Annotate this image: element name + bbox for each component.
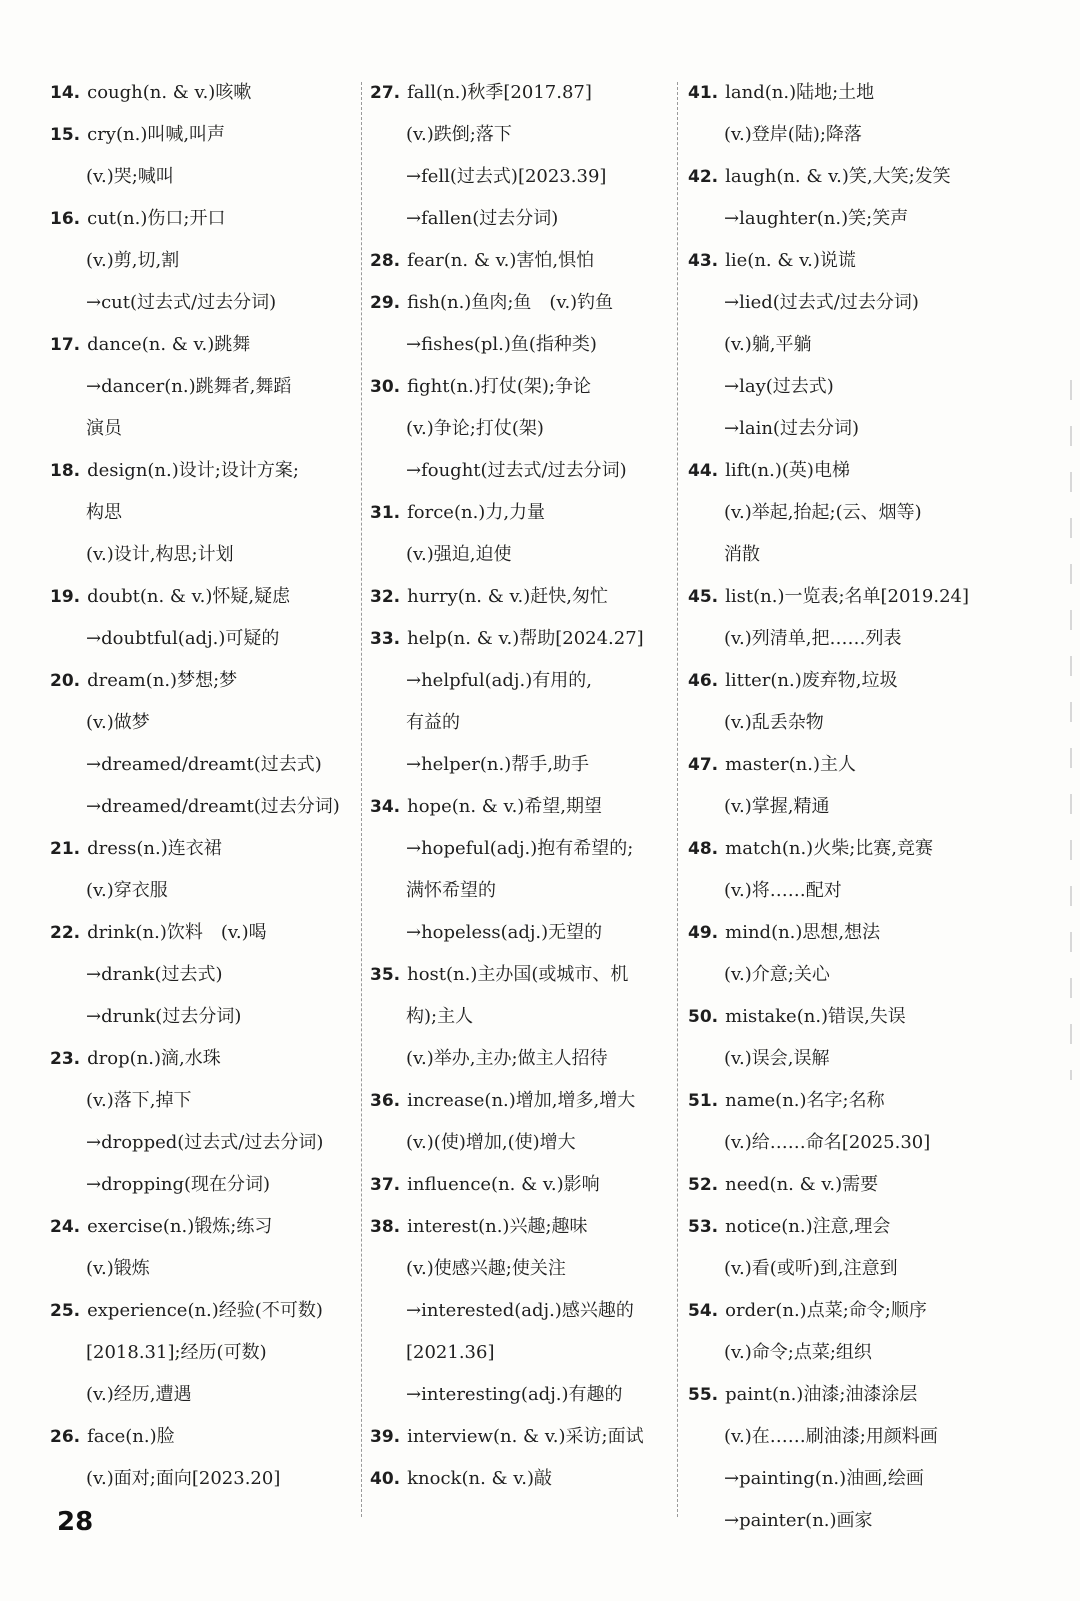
- vocab-entry-continuation: [50, 1080, 360, 1122]
- vocab-entry: [370, 240, 675, 282]
- entry-text: →laughter(n.)笑;笑声: [724, 208, 909, 229]
- entry-text: fight(n.)打仗(架);争论: [407, 376, 591, 397]
- vocab-entry-continuation: [50, 1374, 360, 1416]
- entry-text: (v.)乱丢杂物: [724, 712, 824, 733]
- entry-text: →hopeful(adj.)抱有希望的;: [406, 838, 634, 859]
- entry-text: (v.)经历,遭遇: [86, 1384, 192, 1405]
- entry-number: 16.: [50, 209, 81, 229]
- entry-text: →dreamed/dreamt(过去分词): [86, 796, 340, 817]
- vocab-entry-continuation: [50, 618, 360, 660]
- entry-text: increase(n.)增加,增多,增大: [407, 1090, 636, 1111]
- entry-text: dream(n.)梦想;梦: [87, 670, 238, 691]
- entry-text: (v.)跌倒;落下: [406, 124, 512, 145]
- entry-text: (v.)在……刷油漆;用颜料画: [724, 1426, 938, 1447]
- entry-text: (v.)哭;喊叫: [86, 166, 174, 187]
- vocab-entry-continuation: [370, 408, 675, 450]
- entry-text: host(n.)主办国(或城市、机: [407, 964, 629, 985]
- entry-text: paint(n.)油漆;油漆涂层: [725, 1384, 918, 1405]
- entry-text: (v.)躺,平躺: [724, 334, 812, 355]
- entry-text: master(n.)主人: [725, 754, 857, 775]
- entry-text: →cut(过去式/过去分词): [86, 292, 277, 313]
- entry-text: →drank(过去式): [86, 964, 223, 985]
- vocab-entry-continuation: [688, 1038, 1008, 1080]
- entry-text: (v.)面对;面向[2023.20]: [86, 1468, 281, 1489]
- vocab-entry-continuation: [370, 1290, 675, 1332]
- vocab-entry: [50, 828, 360, 870]
- entry-number: 52.: [688, 1175, 719, 1195]
- vocab-entry: [688, 744, 1008, 786]
- vocab-entry: [370, 282, 675, 324]
- vocab-entry: [688, 1164, 1008, 1206]
- vocab-entry-continuation: [688, 1458, 1008, 1500]
- entry-number: 55.: [688, 1385, 719, 1405]
- entry-text: 构思: [86, 502, 122, 523]
- vocab-entry: [370, 366, 675, 408]
- vocab-entry: [370, 72, 675, 114]
- entry-number: 29.: [370, 293, 401, 313]
- entry-number: 25.: [50, 1301, 81, 1321]
- entry-number: 35.: [370, 965, 401, 985]
- entry-number: 28.: [370, 251, 401, 271]
- entry-number: 22.: [50, 923, 81, 943]
- entry-text: need(n. & v.)需要: [725, 1174, 879, 1195]
- entry-number: 19.: [50, 587, 81, 607]
- entry-text: (v.)使感兴趣;使关注: [406, 1258, 566, 1279]
- entry-text: 演员: [86, 418, 122, 439]
- entry-number: 32.: [370, 587, 401, 607]
- vocab-entry: [688, 1374, 1008, 1416]
- entry-number: 27.: [370, 83, 401, 103]
- entry-number: 21.: [50, 839, 81, 859]
- entry-number: 44.: [688, 461, 719, 481]
- entry-text: cry(n.)叫喊,叫声: [87, 124, 226, 145]
- vocab-entry: [688, 240, 1008, 282]
- vocab-entry-continuation: [688, 1122, 1008, 1164]
- entry-text: fear(n. & v.)害怕,惧怕: [407, 250, 595, 271]
- entry-number: 36.: [370, 1091, 401, 1111]
- vocab-entry-continuation: [688, 282, 1008, 324]
- vocab-entry: [688, 828, 1008, 870]
- vocab-entry-continuation: [50, 1458, 360, 1500]
- entry-number: 14.: [50, 83, 81, 103]
- entry-text: 构);主人: [406, 1006, 474, 1027]
- vocab-entry: [50, 912, 360, 954]
- vocab-entry-continuation: [688, 1416, 1008, 1458]
- entry-text: 有益的: [406, 712, 460, 733]
- entry-text: →doubtful(adj.)可疑的: [86, 628, 280, 649]
- vocab-entry-continuation: [688, 786, 1008, 828]
- entry-number: 45.: [688, 587, 719, 607]
- vocab-entry-continuation: [50, 492, 360, 534]
- vocab-entry: [370, 1206, 675, 1248]
- entry-text: fall(n.)秋季[2017.87]: [407, 82, 592, 103]
- entry-text: (v.)将……配对: [724, 880, 842, 901]
- entry-text: (v.)锻炼: [86, 1258, 150, 1279]
- entry-text: hope(n. & v.)希望,期望: [407, 796, 603, 817]
- vocab-entry-continuation: [370, 324, 675, 366]
- vocab-entry: [370, 492, 675, 534]
- vocab-entry: [688, 1290, 1008, 1332]
- entry-text: (v.)落下,掉下: [86, 1090, 192, 1111]
- entry-number: 34.: [370, 797, 401, 817]
- entry-text: →dropped(过去式/过去分词): [86, 1132, 324, 1153]
- vocab-entry-continuation: [688, 198, 1008, 240]
- entry-number: 31.: [370, 503, 401, 523]
- vocab-entry: [50, 114, 360, 156]
- vocab-entry-continuation: [688, 408, 1008, 450]
- entry-text: →lay(过去式): [724, 376, 834, 397]
- entry-text: help(n. & v.)帮助[2024.27]: [407, 628, 644, 649]
- vocab-entry-continuation: [688, 954, 1008, 996]
- entry-text: cut(n.)伤口;开口: [87, 208, 226, 229]
- entry-number: 50.: [688, 1007, 719, 1027]
- entry-text: →lied(过去式/过去分词): [724, 292, 919, 313]
- entry-text: →fishes(pl.)鱼(指种类): [406, 334, 597, 355]
- entry-number: 15.: [50, 125, 81, 145]
- vocab-entry-continuation: [50, 1248, 360, 1290]
- vocab-entry-continuation: [688, 324, 1008, 366]
- vocab-entry-continuation: [370, 702, 675, 744]
- vocab-entry-continuation: [688, 618, 1008, 660]
- vocab-entry-continuation: [688, 870, 1008, 912]
- entry-text: land(n.)陆地;土地: [725, 82, 875, 103]
- entry-text: name(n.)名字;名称: [725, 1090, 885, 1111]
- entry-number: 33.: [370, 629, 401, 649]
- entry-text: (v.)看(或听)到,注意到: [724, 1258, 898, 1279]
- entry-text: drop(n.)滴,水珠: [87, 1048, 221, 1069]
- vocab-entry: [688, 576, 1008, 618]
- entry-text: →lain(过去分词): [724, 418, 859, 439]
- vocab-entry: [688, 1206, 1008, 1248]
- vocab-entry-continuation: [370, 744, 675, 786]
- entry-text: doubt(n. & v.)怀疑,疑虑: [87, 586, 291, 607]
- entry-text: mind(n.)思想,想法: [725, 922, 881, 943]
- entry-number: 18.: [50, 461, 81, 481]
- entry-number: 46.: [688, 671, 719, 691]
- entry-text: →drunk(过去分词): [86, 1006, 242, 1027]
- vocab-entry-continuation: [370, 156, 675, 198]
- entry-number: 47.: [688, 755, 719, 775]
- vocab-entry-continuation: [370, 1248, 675, 1290]
- entry-text: experience(n.)经验(不可数): [87, 1300, 323, 1321]
- vocab-entry-continuation: [370, 828, 675, 870]
- vocab-entry: [370, 1416, 675, 1458]
- vocab-entry: [688, 1080, 1008, 1122]
- vocab-entry: [50, 72, 360, 114]
- vocab-entry-continuation: [50, 786, 360, 828]
- vocab-entry-continuation: [50, 744, 360, 786]
- vocab-entry: [688, 912, 1008, 954]
- entry-text: dance(n. & v.)跳舞: [87, 334, 251, 355]
- entry-number: 42.: [688, 167, 719, 187]
- entry-number: 43.: [688, 251, 719, 271]
- entry-number: 26.: [50, 1427, 81, 1447]
- entry-text: mistake(n.)错误,失误: [725, 1006, 906, 1027]
- entry-text: (v.)穿衣服: [86, 880, 168, 901]
- entry-text: (v.)剪,切,割: [86, 250, 180, 271]
- vocab-entry-continuation: [688, 1332, 1008, 1374]
- entry-text: interest(n.)兴趣;趣味: [407, 1216, 588, 1237]
- vocab-entry-continuation: [688, 1500, 1008, 1542]
- entry-text: dress(n.)连衣裙: [87, 838, 222, 859]
- vocab-entry: [50, 198, 360, 240]
- vocab-entry-continuation: [688, 366, 1008, 408]
- vocab-entry-continuation: [50, 954, 360, 996]
- vocab-entry: [688, 72, 1008, 114]
- page-number: 28: [57, 1507, 94, 1537]
- vocab-entry: [688, 996, 1008, 1038]
- entry-text: (v.)掌握,精通: [724, 796, 830, 817]
- vocab-entry-continuation: [50, 408, 360, 450]
- entry-text: match(n.)火柴;比赛,竞赛: [725, 838, 933, 859]
- entry-number: 49.: [688, 923, 719, 943]
- vocab-entry-continuation: [50, 1122, 360, 1164]
- entry-text: (v.)设计,构思;计划: [86, 544, 234, 565]
- vocab-entry-continuation: [370, 870, 675, 912]
- entry-text: (v.)争论;打仗(架): [406, 418, 544, 439]
- entry-number: 17.: [50, 335, 81, 355]
- entry-text: litter(n.)废弃物,垃圾: [725, 670, 898, 691]
- vocab-entry: [370, 618, 675, 660]
- vocab-entry-continuation: [50, 156, 360, 198]
- entry-number: 38.: [370, 1217, 401, 1237]
- entry-text: (v.)举办,主办;做主人招待: [406, 1048, 608, 1069]
- vocab-entry: [688, 660, 1008, 702]
- vocab-entry-continuation: [50, 282, 360, 324]
- entry-text: knock(n. & v.)敲: [407, 1468, 553, 1489]
- entry-text: fish(n.)鱼肉;鱼 (v.)钓鱼: [407, 292, 614, 313]
- entry-text: laugh(n. & v.)笑,大笑;发笑: [725, 166, 951, 187]
- entry-number: 40.: [370, 1469, 401, 1489]
- entry-number: 51.: [688, 1091, 719, 1111]
- vocab-entry-continuation: [50, 870, 360, 912]
- entry-text: 满怀希望的: [406, 880, 496, 901]
- column-3: [688, 72, 1008, 1542]
- entry-number: 39.: [370, 1427, 401, 1447]
- vocab-entry-continuation: [370, 534, 675, 576]
- vocab-entry-continuation: [50, 702, 360, 744]
- vocab-entry: [370, 786, 675, 828]
- vocab-entry-continuation: [688, 114, 1008, 156]
- vocab-entry: [370, 576, 675, 618]
- vocab-entry-continuation: [688, 1248, 1008, 1290]
- vocab-entry: [50, 576, 360, 618]
- entry-text: →interesting(adj.)有趣的: [406, 1384, 623, 1405]
- vocab-entry-continuation: [370, 996, 675, 1038]
- vocab-entry: [370, 1458, 675, 1500]
- entry-text: lie(n. & v.)说谎: [725, 250, 856, 271]
- entry-number: 20.: [50, 671, 81, 691]
- column-divider: [361, 82, 362, 1517]
- vocab-entry: [50, 1038, 360, 1080]
- vocab-entry: [50, 660, 360, 702]
- vocab-entry: [370, 1080, 675, 1122]
- entry-text: →dropping(现在分词): [86, 1174, 271, 1195]
- entry-number: 41.: [688, 83, 719, 103]
- entry-text: interview(n. & v.)采访;面试: [407, 1426, 644, 1447]
- entry-text: force(n.)力,力量: [407, 502, 546, 523]
- entry-text: 消散: [724, 544, 760, 565]
- vocab-entry-continuation: [50, 996, 360, 1038]
- vocab-entry: [50, 450, 360, 492]
- vocab-entry: [688, 156, 1008, 198]
- entry-number: 23.: [50, 1049, 81, 1069]
- vocab-entry-continuation: [370, 450, 675, 492]
- vocab-entry-continuation: [50, 366, 360, 408]
- entry-text: (v.)介意;关心: [724, 964, 830, 985]
- entry-text: (v.)做梦: [86, 712, 150, 733]
- entry-text: [2021.36]: [406, 1342, 495, 1363]
- vocab-entry-continuation: [370, 1038, 675, 1080]
- vocab-entry-continuation: [688, 534, 1008, 576]
- entry-text: list(n.)一览表;名单[2019.24]: [725, 586, 970, 607]
- entry-text: →painter(n.)画家: [724, 1510, 873, 1531]
- entry-text: →dancer(n.)跳舞者,舞蹈: [86, 376, 292, 397]
- entry-number: 30.: [370, 377, 401, 397]
- vocab-entry-continuation: [370, 1374, 675, 1416]
- entry-text: design(n.)设计;设计方案;: [87, 460, 299, 481]
- vocab-entry: [50, 1416, 360, 1458]
- vocab-entry-continuation: [50, 1332, 360, 1374]
- entry-text: drink(n.)饮料 (v.)喝: [87, 922, 267, 943]
- entry-text: lift(n.)(英)电梯: [725, 460, 850, 481]
- vocab-entry-continuation: [688, 702, 1008, 744]
- vocab-entry-continuation: [370, 114, 675, 156]
- vocab-entry-continuation: [370, 912, 675, 954]
- entry-text: (v.)举起,抬起;(云、烟等): [724, 502, 922, 523]
- entry-text: →fought(过去式/过去分词): [406, 460, 627, 481]
- entry-text: (v.)命令;点菜;组织: [724, 1342, 872, 1363]
- vocab-entry: [370, 954, 675, 996]
- entry-text: face(n.)脸: [87, 1426, 175, 1447]
- vocab-entry: [50, 1206, 360, 1248]
- entry-text: order(n.)点菜;命令;顺序: [725, 1300, 927, 1321]
- entry-text: (v.)(使)增加,(使)增大: [406, 1132, 576, 1153]
- vocab-entry: [688, 450, 1008, 492]
- vocab-entry-continuation: [50, 240, 360, 282]
- entry-text: [2018.31];经历(可数): [86, 1342, 267, 1363]
- entry-text: →fallen(过去分词): [406, 208, 559, 229]
- entry-text: →fell(过去式)[2023.39]: [406, 166, 607, 187]
- entry-number: 54.: [688, 1301, 719, 1321]
- entry-text: →helpful(adj.)有用的,: [406, 670, 592, 691]
- vocab-entry: [370, 1164, 675, 1206]
- entry-text: →helper(n.)帮手,助手: [406, 754, 589, 775]
- entry-text: (v.)登岸(陆);降落: [724, 124, 862, 145]
- vocab-entry-continuation: [50, 534, 360, 576]
- vocab-entry: [50, 324, 360, 366]
- vocab-entry-continuation: [688, 492, 1008, 534]
- vocab-entry-continuation: [50, 1164, 360, 1206]
- column-2: [370, 72, 675, 1500]
- vocab-entry-continuation: [370, 660, 675, 702]
- vocab-entry-continuation: [370, 1332, 675, 1374]
- entry-text: →dreamed/dreamt(过去式): [86, 754, 322, 775]
- entry-text: →hopeless(adj.)无望的: [406, 922, 603, 943]
- vocab-entry-continuation: [370, 198, 675, 240]
- entry-text: →painting(n.)油画,绘画: [724, 1468, 924, 1489]
- vocab-entry: [50, 1290, 360, 1332]
- entry-text: exercise(n.)锻炼;练习: [87, 1216, 273, 1237]
- entry-text: hurry(n. & v.)赶快,匆忙: [407, 586, 608, 607]
- entry-text: cough(n. & v.)咳嗽: [87, 82, 252, 103]
- entry-number: 53.: [688, 1217, 719, 1237]
- column-1: [50, 72, 360, 1500]
- entry-text: influence(n. & v.)影响: [407, 1174, 600, 1195]
- vocab-entry-continuation: [370, 1122, 675, 1164]
- column-divider: [677, 82, 678, 1517]
- entry-number: 37.: [370, 1175, 401, 1195]
- entry-text: (v.)误会,误解: [724, 1048, 830, 1069]
- entry-number: 48.: [688, 839, 719, 859]
- page-edge-marks: [1070, 380, 1072, 1080]
- entry-text: →interested(adj.)感兴趣的: [406, 1300, 634, 1321]
- entry-number: 24.: [50, 1217, 81, 1237]
- entry-text: (v.)给……命名[2025.30]: [724, 1132, 931, 1153]
- entry-text: (v.)列清单,把……列表: [724, 628, 902, 649]
- entry-text: (v.)强迫,迫使: [406, 544, 512, 565]
- entry-text: notice(n.)注意,理会: [725, 1216, 891, 1237]
